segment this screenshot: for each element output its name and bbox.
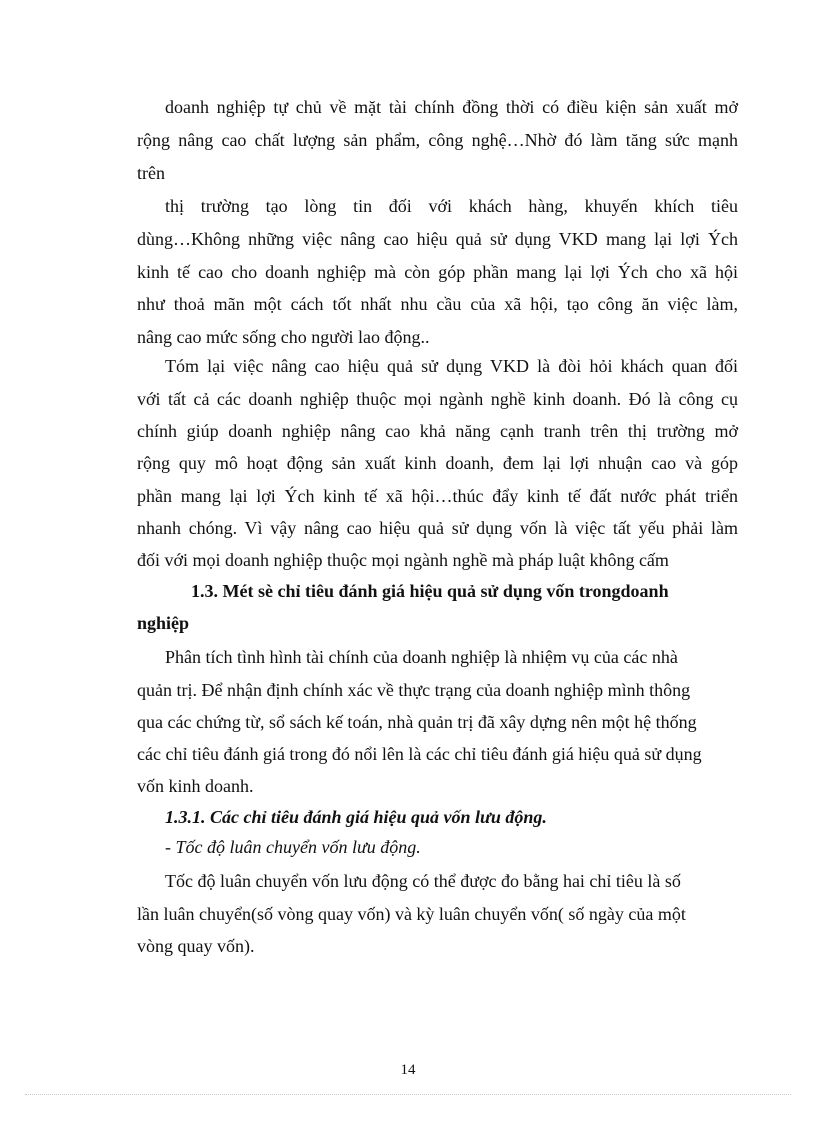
- paragraph-line: dùng…Không những việc nâng cao hiệu quả sử dụng VKD mang lại lợi Ých: [137, 229, 738, 249]
- paragraph-line: rộng quy mô hoạt động sản xuất kinh doanh, đem lại lợi nhuận cao và góp: [137, 453, 738, 473]
- paragraph-line: phần mang lại lợi Ých kinh tế xã hội…thúc đẩy kinh tế đất nước phát triển: [137, 486, 738, 506]
- section-heading-continued: nghiệp: [137, 613, 190, 633]
- paragraph-line: chính giúp doanh nghiệp nâng cao khả năng cạnh tranh trên thị trường mở: [137, 421, 738, 441]
- paragraph-line: vòng quay vốn).: [137, 936, 255, 956]
- paragraph-line: rộng nâng cao chất lượng sản phẩm, công nghệ…Nhờ đó làm tăng sức mạnh: [137, 130, 738, 150]
- subsection-heading: 1.3.1. Các chỉ tiêu đánh giá hiệu quả vốn lưu động.: [165, 807, 547, 827]
- paragraph-line: thị trường tạo lòng tin đối với khách hàng, khuyến khích tiêu: [165, 196, 738, 216]
- paragraph-line: nhanh chóng. Vì vậy nâng cao hiệu quả sử dụng vốn là việc tất yếu phải làm: [137, 518, 738, 538]
- paragraph-line: trên: [137, 163, 165, 183]
- paragraph-line: đối với mọi doanh nghiệp thuộc mọi ngành nghề mà pháp luật không cấm: [137, 550, 669, 570]
- paragraph-line: qua các chứng từ, sổ sách kế toán, nhà quản trị đã xây dựng nên một hệ thống: [137, 712, 697, 732]
- paragraph-line: lần luân chuyển(số vòng quay vốn) và kỳ luân chuyển vốn( số ngày của một: [137, 904, 686, 924]
- section-heading: 1.3. Mét sè chỉ tiêu đánh giá hiệu quả sử dụng vốn trongdoanh: [191, 581, 669, 601]
- footer-divider: [25, 1094, 791, 1095]
- paragraph-line: các chỉ tiêu đánh giá trong đó nổi lên là các chỉ tiêu đánh giá hiệu quả sử dụng: [137, 744, 702, 764]
- paragraph-line: quản trị. Để nhận định chính xác về thực trạng của doanh nghiệp mình thông: [137, 680, 691, 700]
- paragraph-line: Tốc độ luân chuyển vốn lưu động có thể được đo bằng hai chỉ tiêu là số: [165, 871, 681, 891]
- page-number: 14: [400, 1062, 416, 1078]
- paragraph-line: doanh nghiệp tự chủ về mặt tài chính đồng thời có điều kiện sản xuất mở: [165, 97, 738, 117]
- paragraph-line: vốn kinh doanh.: [137, 776, 254, 796]
- paragraph-line: như thoả mãn một cách tốt nhất nhu cầu của xã hội, tạo công ăn việc làm,: [137, 294, 738, 314]
- paragraph-line: kinh tế cao cho doanh nghiệp mà còn góp phần mang lại lợi Ých cho xã hội: [137, 262, 738, 282]
- paragraph-line: nâng cao mức sống cho người lao động..: [137, 327, 430, 347]
- paragraph-line: Tóm lại việc nâng cao hiệu quả sử dụng VKD là đòi hỏi khách quan đối: [165, 356, 738, 376]
- bullet-item: - Tốc độ luân chuyển vốn lưu động.: [165, 837, 421, 857]
- paragraph-line: Phân tích tình hình tài chính của doanh nghiệp là nhiệm vụ của các nhà: [165, 647, 678, 667]
- paragraph-line: với tất cả các doanh nghiệp thuộc mọi ngành nghề kinh doanh. Đó là công cụ: [137, 389, 738, 409]
